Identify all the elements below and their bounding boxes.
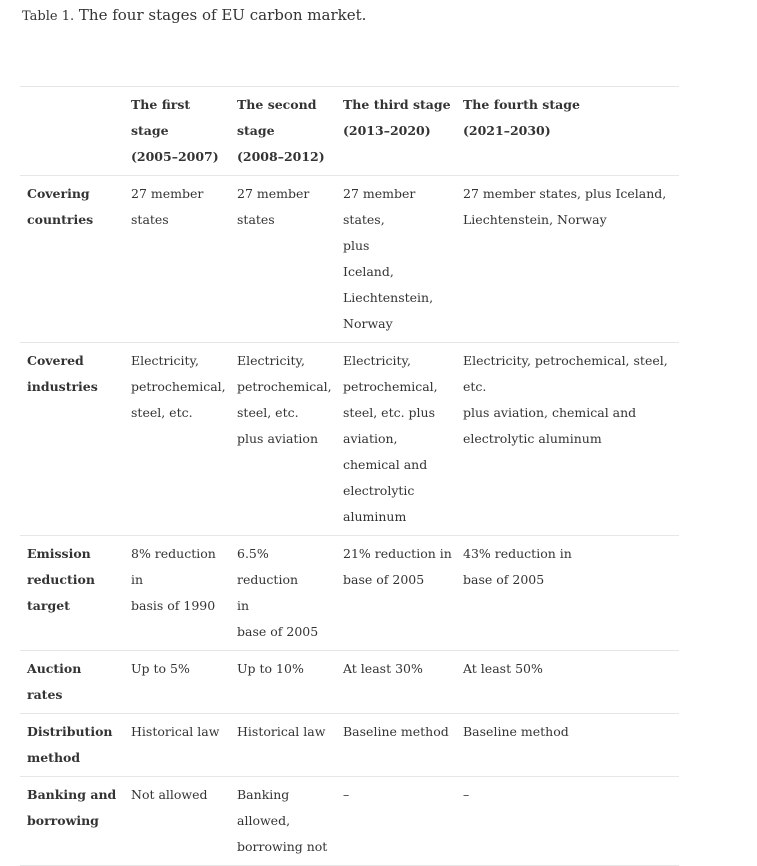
cell-line: method xyxy=(27,750,81,765)
cell-first-stage xyxy=(124,536,230,651)
cell-line: countries xyxy=(27,212,94,227)
cell-line: steel, etc. xyxy=(131,405,193,420)
cell-line: industries xyxy=(27,379,98,394)
cell-line: Historical law xyxy=(131,724,220,739)
row-label xyxy=(20,176,124,343)
cell-line: (2008–2012) xyxy=(237,149,325,164)
cell-line: Historical law xyxy=(237,724,326,739)
cell-line: petrochemical, xyxy=(237,379,332,394)
cell-line: electrolytic xyxy=(343,483,415,498)
cell-line: aviation, xyxy=(343,431,398,446)
cell-line: Electricity, xyxy=(343,353,411,368)
table-caption xyxy=(22,6,366,24)
cell-line: 27 member states, xyxy=(343,186,420,227)
row-auction-rates xyxy=(20,651,679,714)
cell-line: Up to 5% xyxy=(131,661,190,676)
cell-line: 21% reduction in xyxy=(343,546,452,561)
cell-line: Up to 10% xyxy=(237,661,304,676)
cell-line: Distribution xyxy=(27,724,113,739)
cell-line: At least 50% xyxy=(463,661,543,676)
cell-first-stage xyxy=(124,176,230,343)
cell-line: chemical and xyxy=(343,457,428,472)
row-covered-industries xyxy=(20,343,679,536)
cell-fourth-stage xyxy=(456,777,679,866)
cell-third-stage xyxy=(336,714,456,777)
row-label xyxy=(20,651,124,714)
header-first-stage xyxy=(124,87,230,176)
row-label xyxy=(20,536,124,651)
cell-third-stage xyxy=(336,651,456,714)
cell-line: The second xyxy=(237,97,317,112)
cell-line: base of 2005 xyxy=(343,572,425,587)
cell-line: reduction xyxy=(27,572,95,587)
cell-first-stage xyxy=(124,651,230,714)
eu-carbon-market-table xyxy=(20,86,679,866)
cell-line: 27 member states, plus Iceland, xyxy=(463,186,667,201)
cell-line: Auction rates xyxy=(27,661,86,702)
row-label xyxy=(20,714,124,777)
cell-line: Electricity, petrochemical, steel, etc. xyxy=(463,353,672,394)
cell-line: (2021–2030) xyxy=(463,123,551,138)
cell-second-stage xyxy=(230,714,336,777)
cell-line: in xyxy=(131,572,144,587)
cell-first-stage xyxy=(124,343,230,536)
cell-third-stage xyxy=(336,343,456,536)
cell-line: Baseline method xyxy=(343,724,449,739)
cell-line: – xyxy=(343,787,350,802)
cell-third-stage xyxy=(336,536,456,651)
cell-line: borrowing not xyxy=(237,839,328,854)
cell-line: 6.5% reduction xyxy=(237,546,299,587)
caption-label: Table 1. xyxy=(22,9,75,24)
cell-second-stage xyxy=(230,343,336,536)
cell-second-stage xyxy=(230,777,336,866)
cell-line: 27 member xyxy=(131,186,204,201)
cell-line: steel, etc. plus xyxy=(343,405,436,420)
cell-line: states xyxy=(131,212,169,227)
cell-line: target xyxy=(27,598,70,613)
cell-line: 8% reduction xyxy=(131,546,216,561)
cell-line: Liechtenstein, Norway xyxy=(463,212,607,227)
cell-line: plus aviation, chemical and xyxy=(463,405,637,420)
header-third-stage xyxy=(336,87,456,176)
cell-line: 27 member xyxy=(237,186,310,201)
cell-fourth-stage xyxy=(456,536,679,651)
cell-third-stage xyxy=(336,176,456,343)
row-label xyxy=(20,777,124,866)
cell-line: The third stage xyxy=(343,97,451,112)
cell-line: stage xyxy=(237,123,275,138)
cell-line: electrolytic aluminum xyxy=(463,431,602,446)
cell-line: borrowing xyxy=(27,813,99,828)
row-emission-reduction-target xyxy=(20,536,679,651)
cell-line: Banking and xyxy=(27,787,117,802)
cell-fourth-stage xyxy=(456,714,679,777)
cell-line: Not allowed xyxy=(131,787,208,802)
cell-line: Banking xyxy=(237,787,290,802)
cell-line: Baseline method xyxy=(463,724,569,739)
header-fourth-stage xyxy=(456,87,679,176)
cell-first-stage xyxy=(124,714,230,777)
cell-line: Norway xyxy=(343,316,393,331)
cell-line: (2013–2020) xyxy=(343,123,431,138)
cell-second-stage xyxy=(230,176,336,343)
cell-line: Iceland, xyxy=(343,264,394,279)
row-banking-and-borrowing xyxy=(20,777,679,866)
cell-line: steel, etc. xyxy=(237,405,299,420)
cell-line: states xyxy=(237,212,275,227)
cell-line: Electricity, xyxy=(131,353,199,368)
cell-line: – xyxy=(463,787,470,802)
cell-third-stage xyxy=(336,777,456,866)
cell-line: Electricity, xyxy=(237,353,305,368)
cell-second-stage xyxy=(230,651,336,714)
cell-line: in xyxy=(237,598,250,613)
cell-line: The first stage xyxy=(131,97,195,138)
cell-line: basis of 1990 xyxy=(131,598,216,613)
cell-line: aluminum xyxy=(343,509,407,524)
cell-line: At least 30% xyxy=(343,661,423,676)
cell-fourth-stage xyxy=(456,343,679,536)
cell-second-stage xyxy=(230,536,336,651)
cell-fourth-stage xyxy=(456,651,679,714)
cell-line: The fourth stage xyxy=(463,97,580,112)
row-label xyxy=(20,343,124,536)
cell-line: petrochemical, xyxy=(343,379,438,394)
cell-line: allowed, xyxy=(237,813,291,828)
cell-line: 43% reduction in xyxy=(463,546,572,561)
cell-first-stage xyxy=(124,777,230,866)
cell-fourth-stage xyxy=(456,176,679,343)
row-covering-countries xyxy=(20,176,679,343)
header-second-stage xyxy=(230,87,336,176)
cell-line: Covering xyxy=(27,186,90,201)
row-distribution-method xyxy=(20,714,679,777)
caption-title: The four stages of EU carbon market. xyxy=(78,6,367,24)
cell-line: base of 2005 xyxy=(237,624,319,639)
cell-line: base of 2005 xyxy=(463,572,545,587)
cell-line: Covered xyxy=(27,353,84,368)
cell-line: (2005–2007) xyxy=(131,149,219,164)
cell-line: plus aviation xyxy=(237,431,318,446)
cell-line: petrochemical, xyxy=(131,379,226,394)
cell-line: Emission xyxy=(27,546,91,561)
header-row xyxy=(20,87,679,176)
cell-line: plus xyxy=(343,238,370,253)
header-empty-cell xyxy=(20,87,124,176)
cell-line: Liechtenstein, xyxy=(343,290,434,305)
